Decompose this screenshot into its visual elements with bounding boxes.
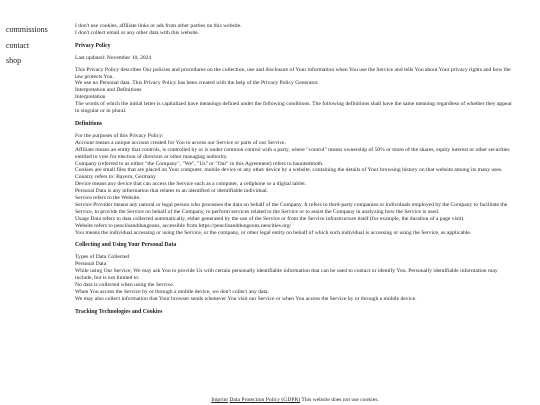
collecting-heading: Collecting and Using Your Personal Data (75, 242, 177, 249)
nav-link-contact[interactable]: contact (6, 40, 30, 50)
definition-website: Website refers to pencilsanddungeons, accessible from https://pencilsanddungeons.neocities.org/ (75, 222, 292, 229)
privacy-description: This Privacy Policy describes Our policies and procedures on the collection, use and disclosure of Your information when You use the Service and tells You about Your privacy rights and how the law protects You. (75, 66, 511, 80)
definition-service: Service refers to the Website. (75, 195, 141, 202)
definition-country: Country refers to: Bayern, Germany (75, 174, 156, 181)
intro-line: I don't use cookies, affiliate links or ads from other parties on this website. (75, 23, 242, 29)
cookie-note: This website does not use cookies. (301, 397, 379, 403)
tracking-heading: Tracking Technologies and Cookies (75, 308, 163, 315)
main-content (75, 23, 515, 321)
definition-you: You means the individual accessing or using the Service, or the company, or other legal entity on behalf of which such individual is accessing or using the Service, as applicable. (75, 229, 472, 236)
interpretation-heading: Interpretation and Definitions (75, 87, 142, 94)
page-footer (75, 397, 515, 404)
privacy-policy-heading: Privacy Policy (75, 42, 111, 49)
last-updated: Last updated: November 10, 2024 (75, 54, 152, 61)
definition-company: Company (referred to as either "the Company", "We", "Us" or "Our" in this Agreement) refers to hauntedmoth. (75, 160, 324, 167)
collecting-text: While using Our Service, We may ask You to provide Us with certain personally identifiable information that can be used to contact or identify You. Personally identifiable information may include, but is not limited to: (75, 268, 498, 282)
collecting-text: When You access the Service by or through a mobile device, we don't collect any data. (75, 288, 269, 295)
definition-usage-data: Usage Data refers to data collected automatically, either generated by the use of the Service or from the Service infrastructure itself (for example, the duration of a page visit). (75, 215, 465, 222)
nav-link-shop[interactable]: shop (6, 56, 22, 65)
intro-line: I don't collect email or any other data with this website. (75, 29, 200, 36)
definitions-heading: Definitions (75, 120, 103, 127)
collecting-text: We may also collect information that Your browser sends whenever You visit our Service or when You access the Service by or through a mobile device. (75, 295, 417, 302)
privacy-generator-note: We use no Personal data. This Privacy Policy has been created with the help of the Privacy Policy Generator. (75, 80, 319, 87)
interpretation-text: The words of which the initial letter is capitalized have meanings defined under the following conditions. The following definitions shall have the same meaning regardless of whether they appear in singular or in plural. (75, 101, 512, 115)
interpretation-subheading: Interpretation (75, 94, 106, 101)
imprint-link[interactable]: Imprint (211, 397, 228, 403)
gdpr-link[interactable]: Data Protection Policy (GDPR) (229, 397, 301, 403)
definitions-intro: For the purposes of this Privacy Policy: (75, 132, 164, 139)
definition-account: Account means a unique account created for You to access our Service or parts of our Service. (75, 139, 286, 146)
site-nav (6, 22, 72, 69)
definition-service-provider: Service Provider means any natural or legal person who processes the data on behalf of the Company. It refers to third-party companies or individuals employed by the Company to facilitate the Service, to provide the Service on behalf of the Company, to perform services related to the Service or to assist the Company in analyzing how the Service is used. (75, 201, 508, 215)
definition-affiliate: Affiliate means an entity that controls, is controlled by or is under common control with a party, where "control" means ownership of 50% or more of the shares, equity interest or other securities entitled to vote for election of directors or other managing authority. (75, 146, 510, 160)
definition-device: Device means any device that can access the Service such as a computer, a cellphone or a digital tablet. (75, 181, 307, 188)
nav-link-commissions[interactable]: commissions (6, 25, 48, 34)
collecting-types-heading: Types of Data Collected (75, 254, 130, 261)
definition-personal-data: Personal Data is any information that relates to an identified or identifiable individual. (75, 188, 269, 195)
collecting-personal-data-heading: Personal Data (75, 261, 107, 268)
collecting-text: No data is collected when using the Service. (75, 282, 175, 288)
definition-cookies: Cookies are small files that are placed on Your computer, mobile device or any other device by a website, containing the details of Your browsing history on that website among its many uses. (75, 167, 503, 174)
